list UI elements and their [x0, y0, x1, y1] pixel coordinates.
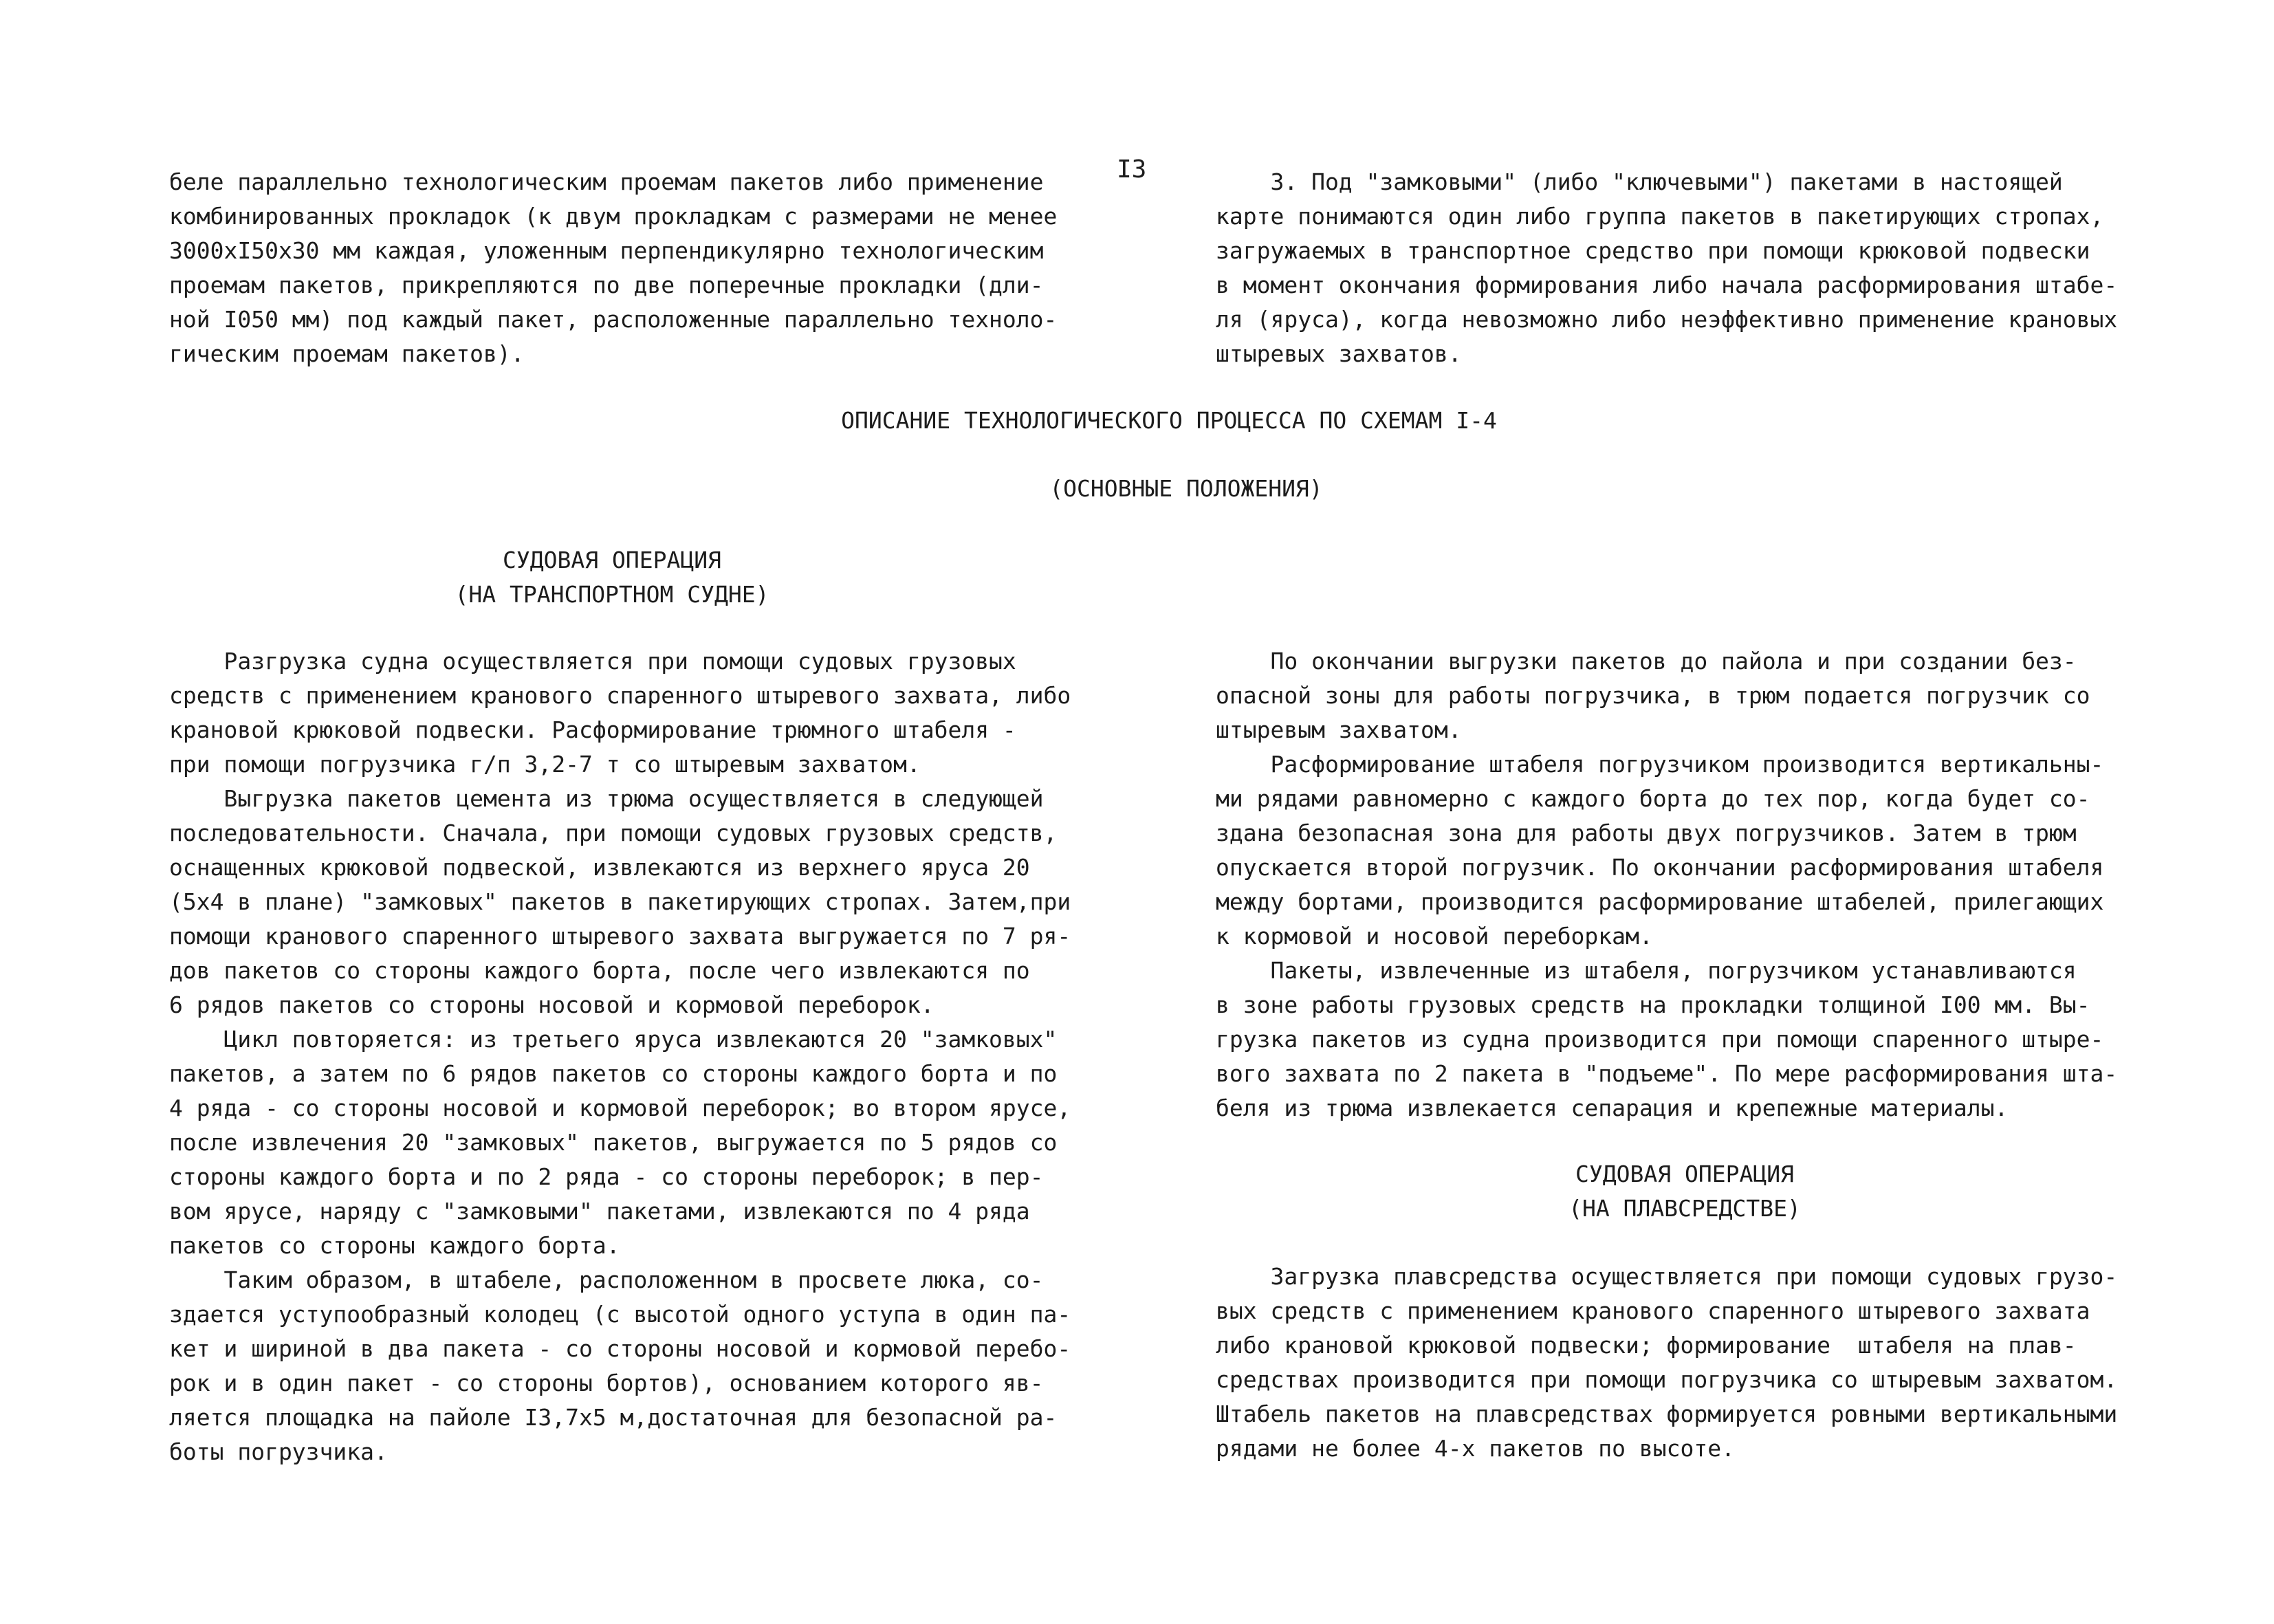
text-line: По окончании выгрузки пакетов до пайола и при создании без-: [1216, 648, 2077, 674]
text-line: (5х4 в плане) "замковых" пакетов в пакетирующих стропах. Затем,при: [169, 888, 1071, 915]
text-line: боты погрузчика.: [169, 1438, 388, 1465]
text-line: 6 рядов пакетов со стороны носовой и кормовой переборок.: [169, 991, 934, 1018]
text-line: опасной зоны для работы погрузчика, в трюм подается погрузчик со: [1216, 682, 2090, 709]
text-line: пакетов, а затем по 6 рядов пакетов со стороны каждого борта и по: [169, 1060, 1058, 1087]
text-line: оснащенных крюковой подвеской, извлекаются из верхнего яруса 20: [169, 854, 1030, 881]
text-line: Таким образом, в штабеле, расположенном в просвете люка, со-: [169, 1266, 1044, 1293]
text-line: ляется площадка на пайоле I3,7х5 м,достаточная для безопасной ра-: [169, 1404, 1058, 1431]
text-line: в момент окончания формирования либо начала расформирования штабе-: [1216, 272, 2118, 298]
text-line: рядами не более 4-х пакетов по высоте.: [1216, 1435, 1735, 1462]
text-line: беля из трюма извлекается сепарация и крепежные материалы.: [1216, 1095, 2009, 1121]
page-number: I3: [1117, 155, 1147, 184]
text-line: между бортами, производится расформирование штабелей, прилегающих: [1216, 888, 2104, 915]
text-line: рок и в один пакет - со стороны бортов), основанием которого яв-: [169, 1370, 1044, 1396]
text-line: беле параллельно технологическим проемам пакетов либо применение: [169, 168, 1044, 195]
text-line: карте понимаются один либо группа пакетов в пакетирующих стропах,: [1216, 203, 2104, 230]
left-section-subtitle: (НА ТРАНСПОРТНОМ СУДНЕ): [455, 581, 769, 608]
top-left-paragraph: [169, 165, 1057, 371]
left-section-title: СУДОВАЯ ОПЕРАЦИЯ: [503, 547, 721, 573]
text-line: Цикл повторяется: из третьего яруса извлекаются 20 "замковых": [169, 1026, 1058, 1053]
text-line: Расформирование штабеля погрузчиком производится вертикальны-: [1216, 751, 2104, 778]
text-line: стороны каждого борта и по 2 ряда - со стороны переборок; в пер-: [169, 1163, 1044, 1190]
text-line: средств с применением кранового спаренного штыревого захвата, либо: [169, 682, 1071, 709]
main-heading: ОПИСАНИЕ ТЕХНОЛОГИЧЕСКОГО ПРОЦЕССА ПО СХЕМАМ I-4: [841, 407, 1497, 434]
text-line: помощи кранового спаренного штыревого захвата выгружается по 7 ря-: [169, 923, 1071, 950]
text-line: Пакеты, извлеченные из штабеля, погрузчиком устанавливаются: [1216, 957, 2077, 984]
text-line: проемам пакетов, прикрепляются по две поперечные прокладки (дли-: [169, 272, 1044, 298]
text-line: вом ярусе, наряду с "замковыми" пакетами, извлекаются по 4 ряда: [169, 1198, 1030, 1225]
text-line: при помощи погрузчика г/п 3,2-7 т со штыревым захватом.: [169, 751, 921, 778]
text-line: вых средств с применением кранового спаренного штыревого захвата: [1216, 1297, 2090, 1324]
main-subheading: (ОСНОВНЫЕ ПОЛОЖЕНИЯ): [1049, 475, 1323, 502]
text-line: комбинированных прокладок (к двум прокладкам с размерами не менее: [169, 203, 1058, 230]
text-line: гическим проемам пакетов).: [169, 340, 525, 367]
text-line: 4 ряда - со стороны носовой и кормовой переборок; во втором ярусе,: [169, 1095, 1071, 1121]
text-line: опускается второй погрузчик. По окончании расформирования штабеля: [1216, 854, 2104, 881]
right-section-body: [1216, 1260, 2117, 1466]
text-line: 3000хI50х30 мм каждая, уложенным перпендикулярно технологическим: [169, 237, 1044, 264]
text-line: грузка пакетов из судна производится при помощи спаренного штыре-: [1216, 1026, 2104, 1053]
text-line: Загрузка плавсредства осуществляется при помощи судовых грузо-: [1216, 1263, 2118, 1290]
text-line: 3. Под "замковыми" (либо "ключевыми") пакетами в настоящей: [1216, 168, 2063, 195]
text-line: вого захвата по 2 пакета в "подъеме". По мере расформирования шта-: [1216, 1060, 2118, 1087]
text-line: загружаемых в транспортное средство при помощи крюковой подвески: [1216, 237, 2090, 264]
text-line: Штабель пакетов на плавсредствах формируется ровными вертикальными: [1216, 1401, 2118, 1427]
right-section-subtitle: (НА ПЛАВСРЕДСТВЕ): [1568, 1195, 1801, 1222]
text-line: после извлечения 20 "замковых" пакетов, выгружается по 5 рядов со: [169, 1129, 1058, 1156]
text-line: к кормовой и носовой переборкам.: [1216, 923, 1653, 950]
text-line: пакетов со стороны каждого борта.: [169, 1232, 620, 1259]
text-line: дов пакетов со стороны каждого борта, после чего извлекаются по: [169, 957, 1030, 984]
text-line: здана безопасная зона для работы двух погрузчиков. Затем в трюм: [1216, 820, 2077, 846]
text-line: в зоне работы грузовых средств на прокладки толщиной I00 мм. Вы-: [1216, 991, 2090, 1018]
text-line: крановой крюковой подвески. Расформирование трюмного штабеля -: [169, 716, 1016, 743]
text-line: штыревых захватов.: [1216, 340, 1462, 367]
text-line: ля (яруса), когда невозможно либо неэффективно применение крановых: [1216, 306, 2118, 333]
text-line: кет и шириной в два пакета - со стороны носовой и кормовой перебо-: [169, 1335, 1071, 1362]
text-line: ной I050 мм) под каждый пакет, расположенные параллельно техноло-: [169, 306, 1058, 333]
text-line: ми рядами равномерно с каждого борта до тех пор, когда будет со-: [1216, 785, 2090, 812]
text-line: здается уступообразный колодец (с высотой одного уступа в один па-: [169, 1301, 1071, 1328]
text-line: средствах производится при помощи погрузчика со штыревым захватом.: [1216, 1366, 2118, 1393]
right-section-top-body: [1216, 644, 2117, 1126]
text-line: штыревым захватом.: [1216, 716, 1462, 743]
text-line: последовательности. Сначала, при помощи судовых грузовых средств,: [169, 820, 1058, 846]
text-line: Разгрузка судна осуществляется при помощи судовых грузовых: [169, 648, 1016, 674]
right-section-title: СУДОВАЯ ОПЕРАЦИЯ: [1575, 1161, 1794, 1187]
left-section-body: [169, 644, 1071, 1469]
top-right-paragraph: [1216, 165, 2117, 371]
text-line: Выгрузка пакетов цемента из трюма осуществляется в следующей: [169, 785, 1044, 812]
text-line: либо крановой крюковой подвески; формирование штабеля на плав-: [1216, 1332, 2077, 1359]
